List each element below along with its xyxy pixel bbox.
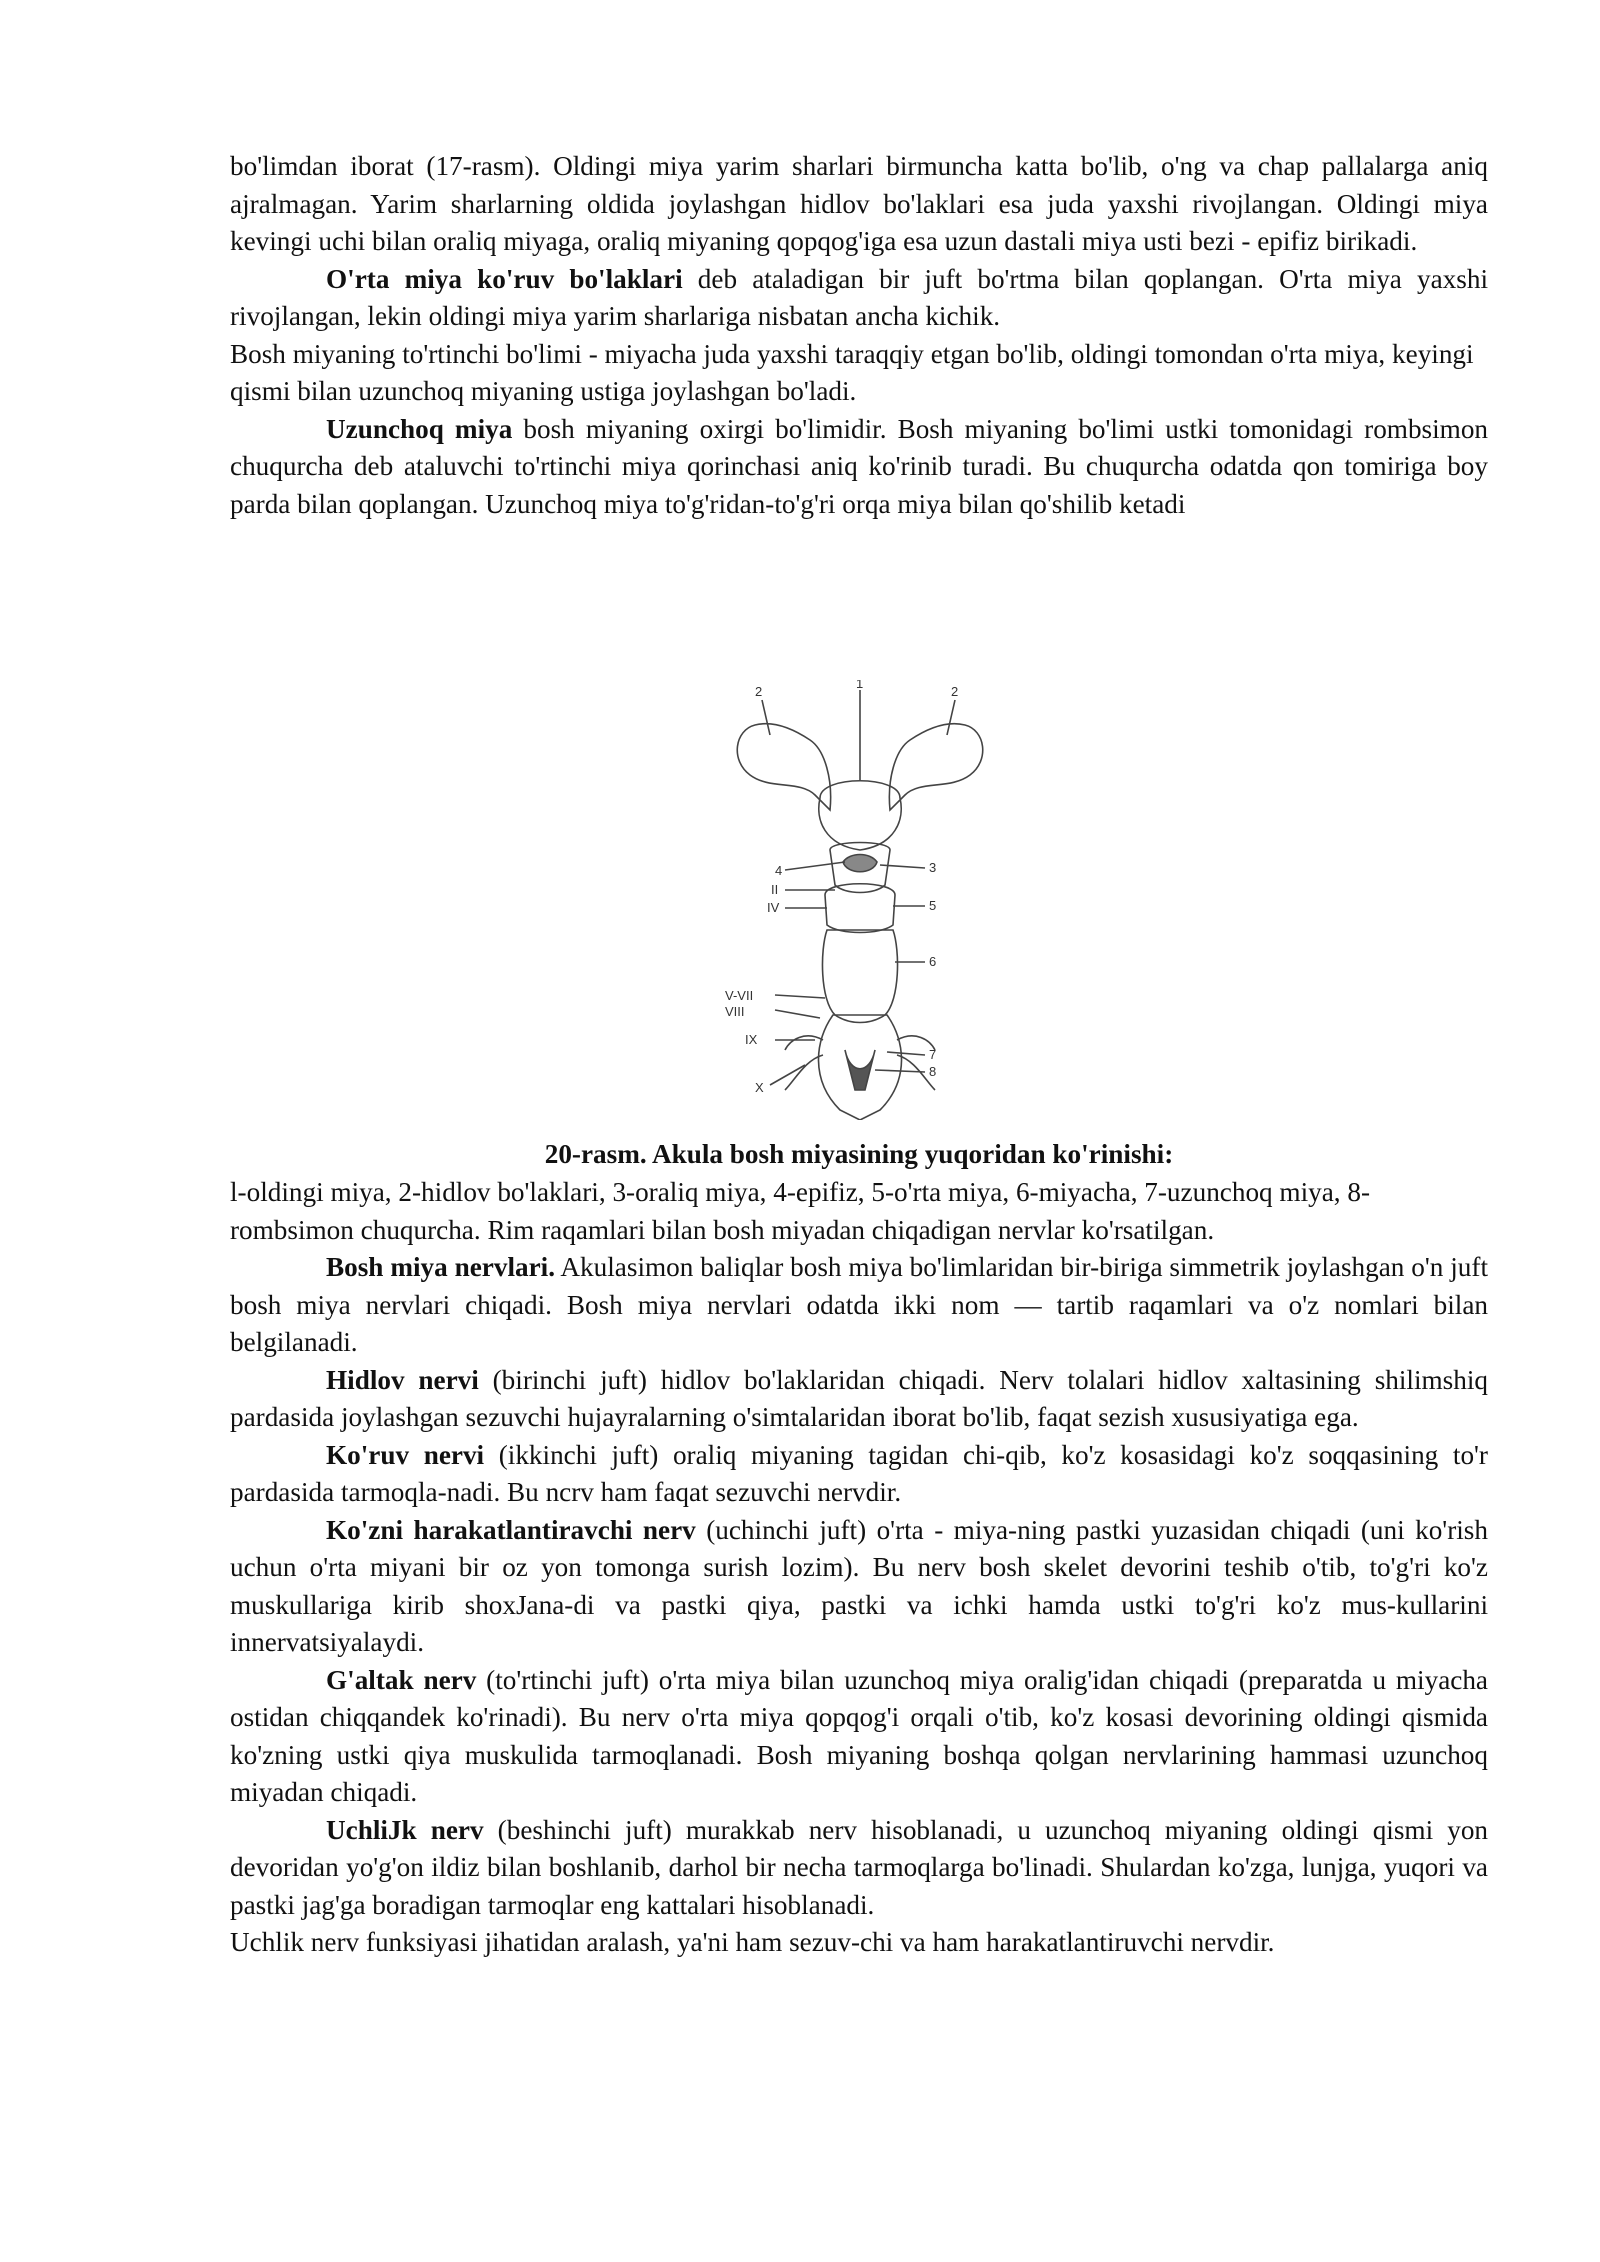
term-galtak-nerv: G'altak nerv <box>326 1664 477 1695</box>
figure-caption-title: 20-rasm. Akula bosh miyasining yuqoridan ko'rinishi: <box>544 1139 1174 1169</box>
paragraph-1: bo'limdan iborat (17-rasm). Oldingi miya yarim sharlari birmuncha katta bo'lib, o'ng va chap pallalarga aniq ajralmagan. Yarim sharlarning oldida joylashgan hidlov bo'laklari esa juda yaxshi rivojlangan. Oldingi miya kevingi uchi bilan oraliq miyaga, oraliq miyaning qopqog'iga esa uzun dastali miya usti bezi - epifiz birikadi. <box>230 151 1488 256</box>
paragraph-2: O'rta miya ko'ruv bo'laklari deb ataladigan bir juft bo'rtma bilan qoplangan. O'rta miya yaxshi rivojlangan, lekin oldingi miya yarim sharlariga nisbatan ancha kichik. <box>230 263 1489 331</box>
term-uzunchoq-miya: Uzunchoq miya <box>326 413 513 444</box>
fig-label-IX: IX <box>745 1032 758 1047</box>
medulla <box>818 1015 901 1120</box>
shark-brain-figure <box>715 680 1005 1120</box>
fig-label-top-right: 2 <box>951 684 959 699</box>
paragraph-9: G'altak nerv (to'rtinchi juft) o'rta miya bilan uzunchoq miya oralig'idan chiqadi (preparatda u miyacha ostidan chiqqandek ko'rinadi). Bu nerv o'rta miya qopqog'i orqali o'tib, ko'z kosasi devorining oldingi qismida ko'zning ustki qiya muskulida tarmoqlanadi. Bosh miyaning boshqa qolgan nervlarining hammasi uzunchoq miyadan chiqadi. <box>230 1664 1489 1807</box>
term-koruv-nervi: Ko'ruv nervi <box>326 1439 485 1470</box>
fig-label-4: 4 <box>775 863 783 878</box>
midbrain <box>825 884 895 933</box>
paragraph-8: Ko'zni harakatlantiravchi nerv (uchinchi juft) o'rta - miya-ning pastki yuzasidan chiqadi (uni ko'rish uchun o'rta miyani bir oz yon tomonga surish lozim). Bu nerv bosh skelet devorini teshib o'tib, to'g'ri ko'z muskullariga kirib shoxJana-di va pastki qiya, pastki va ichki hamda ustki to'g'ri ko'z mus-kullarini innervatsiyalaydi. <box>230 1514 1488 1657</box>
fig-label-V-VII: V-VII <box>725 988 754 1003</box>
paragraph-6: Hidlov nervi (birinchi juft) hidlov bo'laklaridan chiqadi. Nerv tolalari hidlov xaltasining shilimshiq pardasida joylashgan sezuvchi hujayralarning o'simtalaridan iborat bo'lib, faqat sezish xususiyatiga ega. <box>230 1364 1488 1432</box>
fig-label-top-center: 1 <box>856 680 864 691</box>
brain-diagram <box>715 680 1005 1120</box>
fig-label-8: 8 <box>929 1064 937 1079</box>
paragraph-5: Bosh miya nervlari. Akulasimon baliqlar bosh miya bo'limlaridan bir-biriga simmetrik joylashgan o'n juft bosh miya nervlari chiqadi. Bosh miya nervlari odatda ikki nom — tartib raqamlari va o'z nomlari bilan belgilanadi. <box>230 1252 1489 1357</box>
fig-label-7: 7 <box>929 1047 937 1062</box>
fig-label-5: 5 <box>929 898 937 913</box>
fig-label-II: II <box>771 882 779 897</box>
cerebellum <box>822 930 897 1023</box>
term-orta-miya: O'rta miya ko'ruv bo'laklari <box>326 263 683 294</box>
fig-label-X: X <box>755 1080 764 1095</box>
term-uchlik-nerv: UchliJk nerv <box>326 1814 484 1845</box>
fig-label-3: 3 <box>929 860 937 875</box>
fig-label-top-left: 2 <box>755 684 763 699</box>
fig-label-VIII: VIII <box>725 1004 745 1019</box>
term-hidlov-nervi: Hidlov nervi <box>326 1364 479 1395</box>
olfactory-lobe-right <box>889 724 982 810</box>
term-kozni-harakatlantiravchi-nerv: Ko'zni harakatlantiravchi nerv <box>326 1514 696 1545</box>
lower-text-block <box>230 1174 1488 1962</box>
olfactory-lobe-left <box>737 724 830 810</box>
figure-caption-text: l-oldingi miya, 2-hidlov bo'laklari, 3-oraliq miya, 4-epifiz, 5-o'rta miya, 6-miyacha, 7-uzunchoq miya, 8-rombsimon chuqurcha. Rim raqamlari bilan bosh miyadan chiqadigan nervlar ko'rsatilgan. <box>230 1177 1371 1245</box>
fig-label-IV: IV <box>767 900 780 915</box>
paragraph-3: Bosh miyaning to'rtinchi bo'limi - miyacha juda yaxshi taraqqiy etgan bo'lib, oldingi tomondan o'rta miya, keyingi qismi bilan uzunchoq miyaning ustiga joylashgan bo'ladi. <box>230 338 1474 406</box>
paragraph-4: Uzunchoq miya bosh miyaning oxirgi bo'limidir. Bosh miyaning bo'limi ustki tomonidagi rombsimon chuqurcha deb ataluvchi to'rtinchi miya qorinchasi aniq ko'rinib turadi. Bu chuqurcha odatda qon tomiriga boy parda bilan qoplangan. Uzunchoq miya to'g'ridan-to'g'ri orqa miya bilan qo'shilib ketadi <box>230 413 1489 519</box>
paragraph-7: Ko'ruv nervi (ikkinchi juft) oraliq miyaning tagidan chi-qib, ko'z kosasidagi ko'z soqqasining to'r pardasida tarmoqla-nadi. Bu ncrv ham faqat sezuvchi nervdir. <box>230 1439 1488 1507</box>
paragraph-10: UchliJk nerv (beshinchi juft) murakkab nerv hisoblanadi, u uzunchoq miyaning oldingi qismi yon devoridan yo'g'on ildiz bilan boshlanib, darhol bir necha tarmoqlarga bo'linadi. Shulardan ko'zga, lunjga, yuqori va pastki jag'ga boradigan tarmoqlar eng kattalari hisoblanadi. <box>230 1814 1489 1920</box>
paragraph-11: Uchlik nerv funksiyasi jihatidan aralash, ya'ni ham sezuv-chi va ham harakatlantiruvchi nervdir. <box>230 1927 1275 1957</box>
fig-label-6: 6 <box>929 954 937 969</box>
term-bosh-miya-nervlari: Bosh miya nervlari. <box>326 1252 556 1282</box>
top-text-block <box>230 148 1488 523</box>
